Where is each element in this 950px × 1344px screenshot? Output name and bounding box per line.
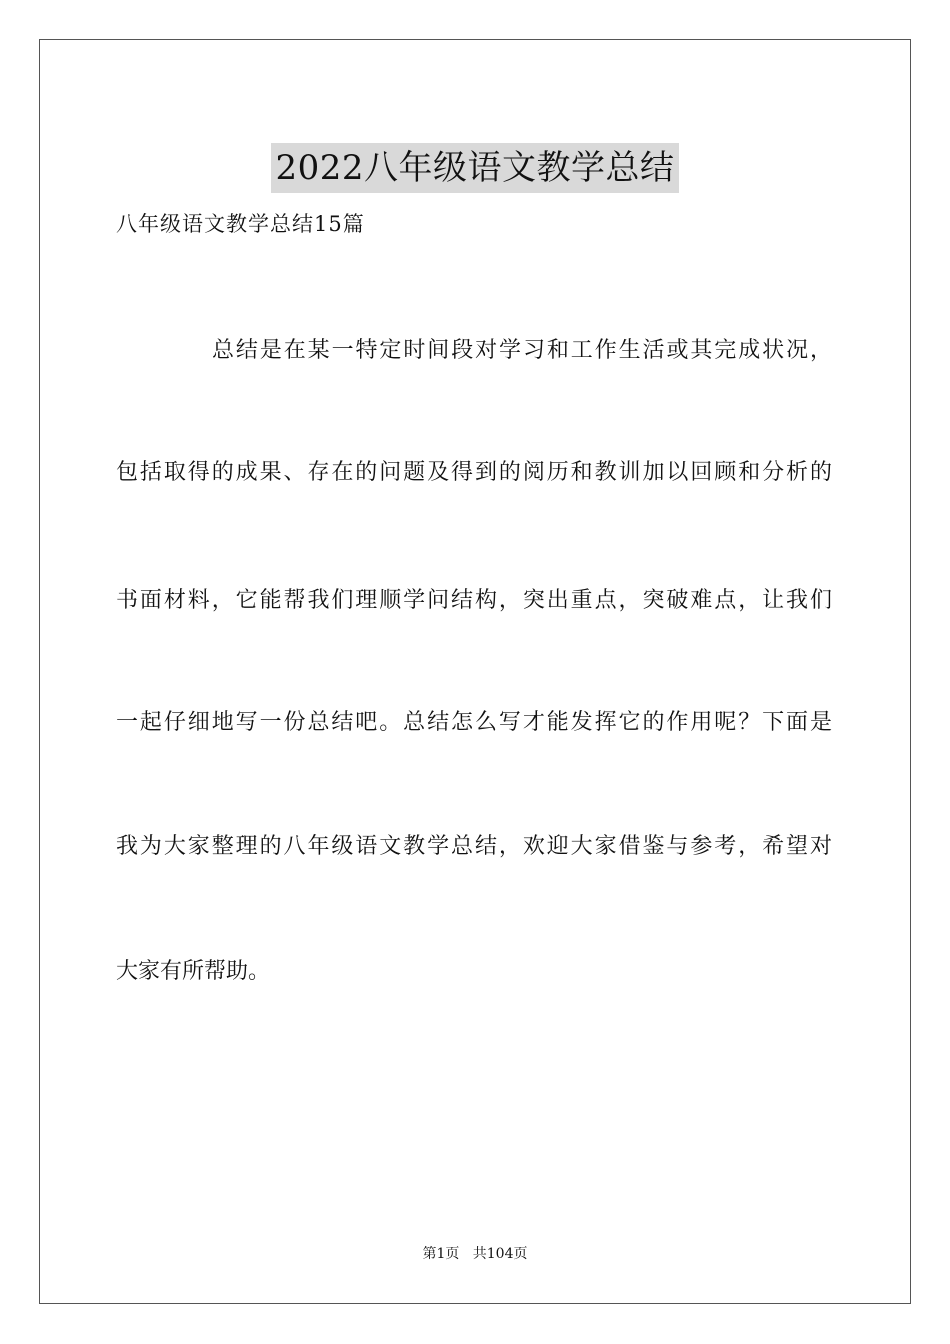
paragraph-line-4: 一起仔细地写一份总结吧。总结怎么写才能发挥它的作用呢？下面是: [116, 710, 832, 735]
paragraph-line-5: 我为大家整理的八年级语文教学总结，欢迎大家借鉴与参考，希望对: [116, 834, 832, 859]
document-subtitle: 八年级语文教学总结15篇: [116, 212, 365, 236]
paragraph-line-2: 包括取得的成果、存在的问题及得到的阅历和教训加以回顾和分析的: [116, 460, 832, 485]
paragraph-line-6: 大家有所帮助。: [116, 959, 271, 984]
page-indicator: 第1页 共104页: [422, 1246, 528, 1262]
document-title: 2022八年级语文教学总结: [271, 143, 678, 193]
paragraph-line-1: 总结是在某一特定时间段对学习和工作生活或其完成状况，: [212, 338, 832, 363]
paragraph-line-3: 书面材料，它能帮我们理顺学问结构，突出重点，突破难点，让我们: [116, 588, 832, 613]
title-container: [0, 120, 950, 216]
